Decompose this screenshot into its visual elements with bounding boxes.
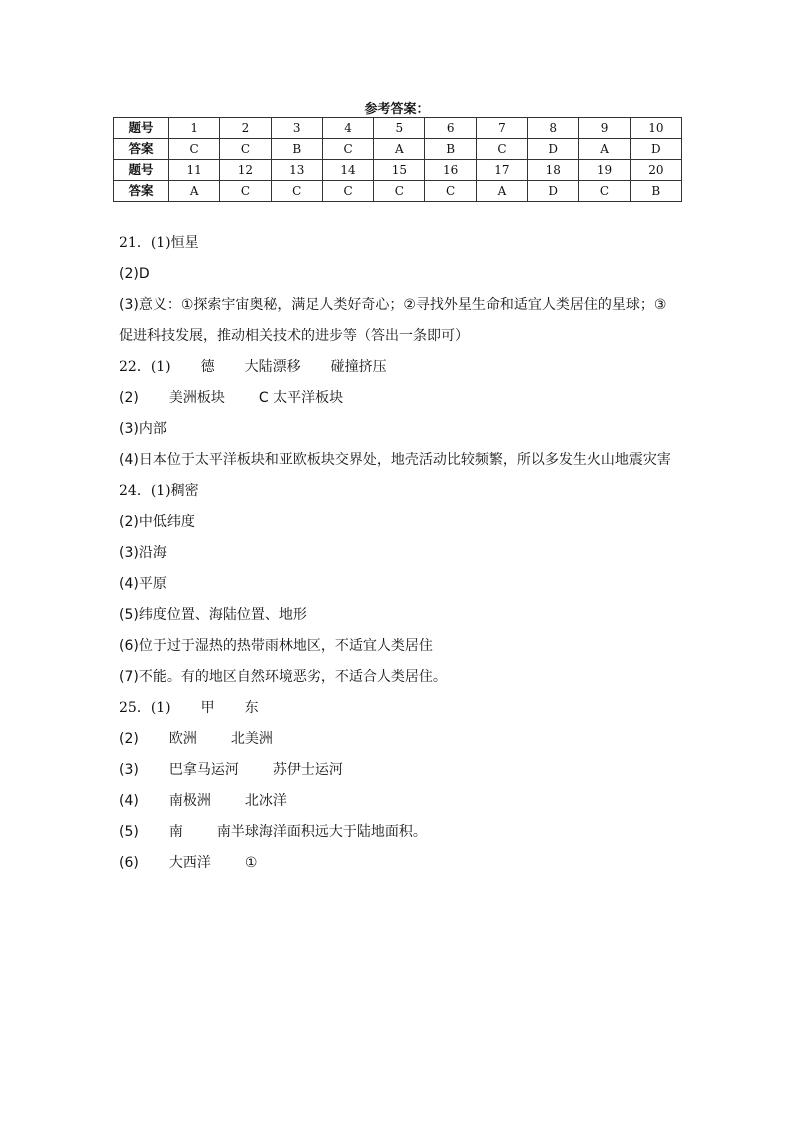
answer-line	[119, 631, 719, 662]
answer-text: 巴拿马运河	[168, 762, 239, 778]
answer-cell: C	[322, 181, 373, 202]
answer-text: (4)	[119, 793, 139, 809]
answer-text: 欧洲	[168, 731, 197, 747]
answer-cell: C	[169, 139, 220, 160]
answer-text: (3)内部	[119, 421, 167, 437]
answer-line	[119, 445, 719, 476]
answer-table	[113, 117, 682, 202]
question-number-cell: 11	[169, 160, 220, 181]
question-number-cell: 7	[476, 118, 527, 139]
answer-cell: A	[476, 181, 527, 202]
question-number-cell: 12	[220, 160, 271, 181]
question-number-row-2	[114, 160, 682, 181]
answer-line	[119, 786, 719, 817]
answer-text: 24．(1)稠密	[119, 483, 199, 499]
question-number-cell: 1	[169, 118, 220, 139]
row-label-answer: 答案	[114, 139, 169, 160]
answer-text: 苏伊士运河	[272, 762, 343, 778]
answer-text: ①	[244, 855, 258, 871]
question-number-cell: 17	[476, 160, 527, 181]
answer-text: 北美洲	[230, 731, 273, 747]
answer-line	[119, 724, 719, 755]
row-label-question: 题号	[114, 118, 169, 139]
answer-cell: C	[220, 181, 271, 202]
answer-line	[119, 507, 719, 538]
row-label-answer: 答案	[114, 181, 169, 202]
answer-line	[119, 352, 719, 383]
answer-line	[119, 259, 719, 290]
answer-line	[119, 755, 719, 786]
answer-cell: C	[271, 181, 322, 202]
answer-text: (5)	[119, 824, 139, 840]
answer-cell: B	[630, 181, 681, 202]
question-number-cell: 13	[271, 160, 322, 181]
answer-text: (6)	[119, 855, 139, 871]
answer-key-title: 参考答案：	[364, 102, 430, 117]
answer-text: 21．(1)恒星	[119, 235, 199, 251]
answer-cell: C	[322, 139, 373, 160]
answer-text: 德	[200, 359, 215, 375]
answer-row-1	[114, 139, 682, 160]
answer-cell: A	[579, 139, 630, 160]
answer-line	[119, 817, 719, 848]
answer-cell: B	[271, 139, 322, 160]
question-number-row-1	[114, 118, 682, 139]
answer-cell: C	[579, 181, 630, 202]
answer-text: 25．(1)	[119, 700, 171, 716]
answer-line	[119, 569, 719, 600]
question-number-cell: 20	[630, 160, 681, 181]
answer-row-2	[114, 181, 682, 202]
answer-cell: D	[630, 139, 681, 160]
answer-cell: D	[528, 181, 579, 202]
answer-cell: A	[374, 139, 425, 160]
answer-text: (4)平原	[119, 576, 167, 592]
answer-text: (6)位于过于湿热的热带雨林地区，不适宜人类居住	[119, 638, 433, 654]
answer-text: (2)D	[119, 266, 150, 282]
answer-cell: D	[528, 139, 579, 160]
answer-explanations	[119, 228, 719, 879]
answer-line	[119, 600, 719, 631]
answer-text: (4)日本位于太平洋板块和亚欧板块交界处，地壳活动比较频繁，所以多发生火山地震灾害	[119, 452, 671, 468]
answer-text: 促进科技发展，推动相关技术的进步等（答出一条即可）	[119, 328, 469, 344]
question-number-cell: 8	[528, 118, 579, 139]
answer-line	[119, 383, 719, 414]
answer-cell: B	[425, 139, 476, 160]
answer-cell: C	[476, 139, 527, 160]
answer-text: 北冰洋	[244, 793, 287, 809]
answer-cell: A	[169, 181, 220, 202]
answer-text: C 太平洋板块	[258, 390, 344, 406]
answer-text: 南	[168, 824, 183, 840]
answer-line	[119, 228, 719, 259]
answer-cell: C	[220, 139, 271, 160]
question-number-cell: 10	[630, 118, 681, 139]
answer-text: 大陆漂移	[244, 359, 301, 375]
answer-text: 南半球海洋面积远大于陆地面积。	[216, 824, 427, 840]
question-number-cell: 4	[322, 118, 373, 139]
answer-line	[119, 290, 719, 321]
answer-text: 大西洋	[168, 855, 211, 871]
answer-line	[119, 414, 719, 445]
answer-cell: C	[374, 181, 425, 202]
answer-line	[119, 321, 719, 352]
answer-text: (2)	[119, 390, 139, 406]
answer-text: 东	[244, 700, 259, 716]
answer-line	[119, 538, 719, 569]
question-number-cell: 9	[579, 118, 630, 139]
answer-text: 南极洲	[168, 793, 211, 809]
answer-text: (7)不能。有的地区自然环境恶劣，不适合人类居住。	[119, 669, 447, 685]
answer-text: 22．(1)	[119, 359, 171, 375]
answer-text: (3)沿海	[119, 545, 167, 561]
answer-text: 碰撞挤压	[330, 359, 387, 375]
question-number-cell: 3	[271, 118, 322, 139]
answer-text: (3)	[119, 762, 139, 778]
answer-cell: C	[425, 181, 476, 202]
answer-line	[119, 848, 719, 879]
question-number-cell: 6	[425, 118, 476, 139]
answer-text: (3)意义：①探索宇宙奥秘，满足人类好奇心；②寻找外星生命和适宜人类居住的星球；③	[119, 297, 667, 313]
answer-text: 甲	[200, 700, 215, 716]
question-number-cell: 15	[374, 160, 425, 181]
answer-text: (5)纬度位置、海陆位置、地形	[119, 607, 307, 623]
answer-text: (2)	[119, 731, 139, 747]
question-number-cell: 2	[220, 118, 271, 139]
question-number-cell: 16	[425, 160, 476, 181]
answer-line	[119, 476, 719, 507]
answer-text: 美洲板块	[168, 390, 225, 406]
question-number-cell: 18	[528, 160, 579, 181]
answer-line	[119, 662, 719, 693]
question-number-cell: 14	[322, 160, 373, 181]
question-number-cell: 5	[374, 118, 425, 139]
answer-text: (2)中低纬度	[119, 514, 195, 530]
answer-line	[119, 693, 719, 724]
row-label-question: 题号	[114, 160, 169, 181]
question-number-cell: 19	[579, 160, 630, 181]
